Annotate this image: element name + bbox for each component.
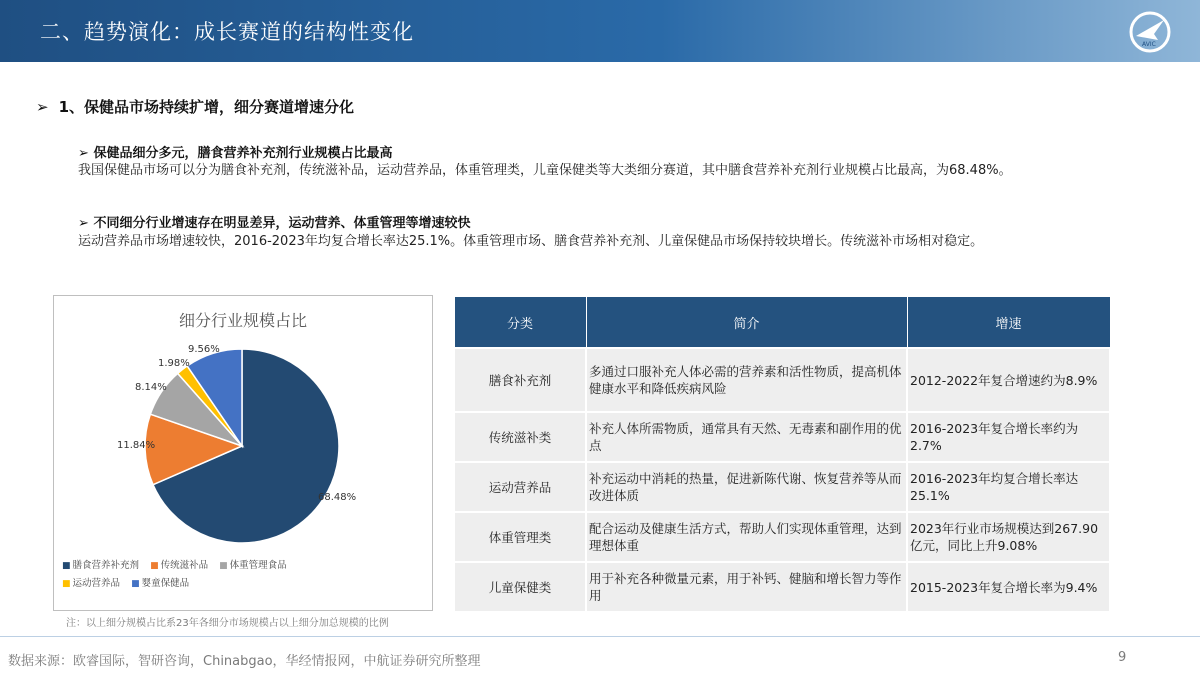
page-number: 9 (1118, 650, 1127, 665)
section-title: 1、保健品市场持续扩增，细分赛道增速分化 (58, 98, 355, 116)
cell-category: 传统滋补类 (454, 412, 586, 462)
company-logo (1128, 10, 1172, 54)
header-description: 简介 (586, 297, 907, 349)
cell-growth: 2012-2022年复合增速约为8.9% (907, 348, 1110, 412)
arrow-bullet-icon: ➢ (78, 216, 89, 231)
cell-description: 多通过口服补充人体必需的营养素和活性物质，提高机体健康水平和降低疾病风险 (586, 348, 907, 412)
chart-note: 注：以上细分规模占比系23年各细分市场规模占以上细分加总规模的比例 (66, 618, 389, 629)
cell-category: 体重管理类 (454, 512, 586, 562)
cell-description: 补充人体所需物质，通常具有天然、无毒素和副作用的优点 (586, 412, 907, 462)
legend-marker-icon: ■ (62, 579, 71, 589)
legend-item: ■ 体重管理食品 (219, 560, 287, 571)
legend-marker-icon: ■ (150, 561, 159, 571)
legend-marker-icon: ■ (131, 579, 140, 589)
legend-item: ■ 婴童保健品 (131, 578, 190, 589)
point-heading-text: 保健品细分多元，膳食营养补充剂行业规模占比最高 (93, 146, 393, 161)
point-heading-1 (78, 142, 392, 161)
chart-title: 细分行业规模占比 (178, 311, 307, 330)
point-body-2: 运动营养品市场增速较快，2016-2023年均复合增长率达25.1%。体重管理市场、膳食营养补充剂、儿童保健品市场保持较块增长。传统滋补市场相对稳定。 (78, 234, 984, 249)
table-row (454, 462, 1110, 512)
page-title: 二、趋势演化：成长赛道的结构性变化 (40, 20, 414, 44)
legend-marker-icon: ■ (219, 561, 228, 571)
cell-description: 配合运动及健康生活方式，帮助人们实现体重管理，达到理想体重 (586, 512, 907, 562)
legend-item: ■ 膳食营养补充剂 (62, 560, 140, 571)
legend-item: ■ 运动营养品 (62, 578, 121, 589)
pie-label-weight: 8.14% (135, 382, 167, 393)
cell-description: 补充运动中消耗的热量，促进新陈代谢、恢复营养等从而改进体质 (586, 462, 907, 512)
cell-growth: 2023年行业市场规模达到267.90亿元，同比上升9.08% (907, 512, 1110, 562)
table-row (454, 562, 1110, 612)
arrow-bullet-icon: ➢ (78, 146, 89, 161)
header-category: 分类 (454, 297, 586, 349)
cell-growth: 2016-2023年均复合增长率达25.1% (907, 462, 1110, 512)
arrow-bullet-icon: ➢ (36, 98, 49, 116)
logo-text: AVIC (1142, 41, 1156, 48)
category-table (453, 296, 1111, 613)
header-growth: 增速 (907, 297, 1110, 349)
cell-growth: 2016-2023年复合增长率约为2.7% (907, 412, 1110, 462)
cell-category: 运动营养品 (454, 462, 586, 512)
data-source: 数据来源：欧睿国际，智研咨询，Chinabgao，华经情报网，中航证券研究所整理 (8, 654, 481, 669)
cell-category: 儿童保健类 (454, 562, 586, 612)
table-header-row (454, 297, 1110, 349)
section-heading (36, 96, 354, 117)
cell-growth: 2015-2023年复合增长率为9.4% (907, 562, 1110, 612)
pie-label-dietary: 68.48% (318, 492, 357, 503)
table-row (454, 512, 1110, 562)
footer-divider (0, 636, 1200, 637)
pie-label-child: 9.56% (188, 344, 220, 355)
legend-marker-icon: ■ (62, 561, 71, 571)
pie-label-traditional: 11.84% (117, 440, 156, 451)
cell-category: 膳食补充剂 (454, 348, 586, 412)
table-row (454, 348, 1110, 412)
point-heading-text: 不同细分行业增速存在明显差异，运动营养、体重管理等增速较快 (93, 216, 471, 231)
chart-legend (62, 557, 422, 593)
point-body-1: 我国保健品市场可以分为膳食补充剂，传统滋补品，运动营养品，体重管理类，儿童保健类等大类细分赛道，其中膳食营养补充剂行业规模占比最高，为68.48%。 (78, 163, 1012, 178)
point-heading-2 (78, 212, 470, 231)
legend-item: ■ 传统滋补品 (150, 560, 209, 571)
table-row (454, 412, 1110, 462)
header-bar (0, 0, 1200, 62)
cell-description: 用于补充各种微量元素，用于补钙、健脑和增长智力等作用 (586, 562, 907, 612)
pie-label-sports: 1.98% (158, 358, 190, 369)
